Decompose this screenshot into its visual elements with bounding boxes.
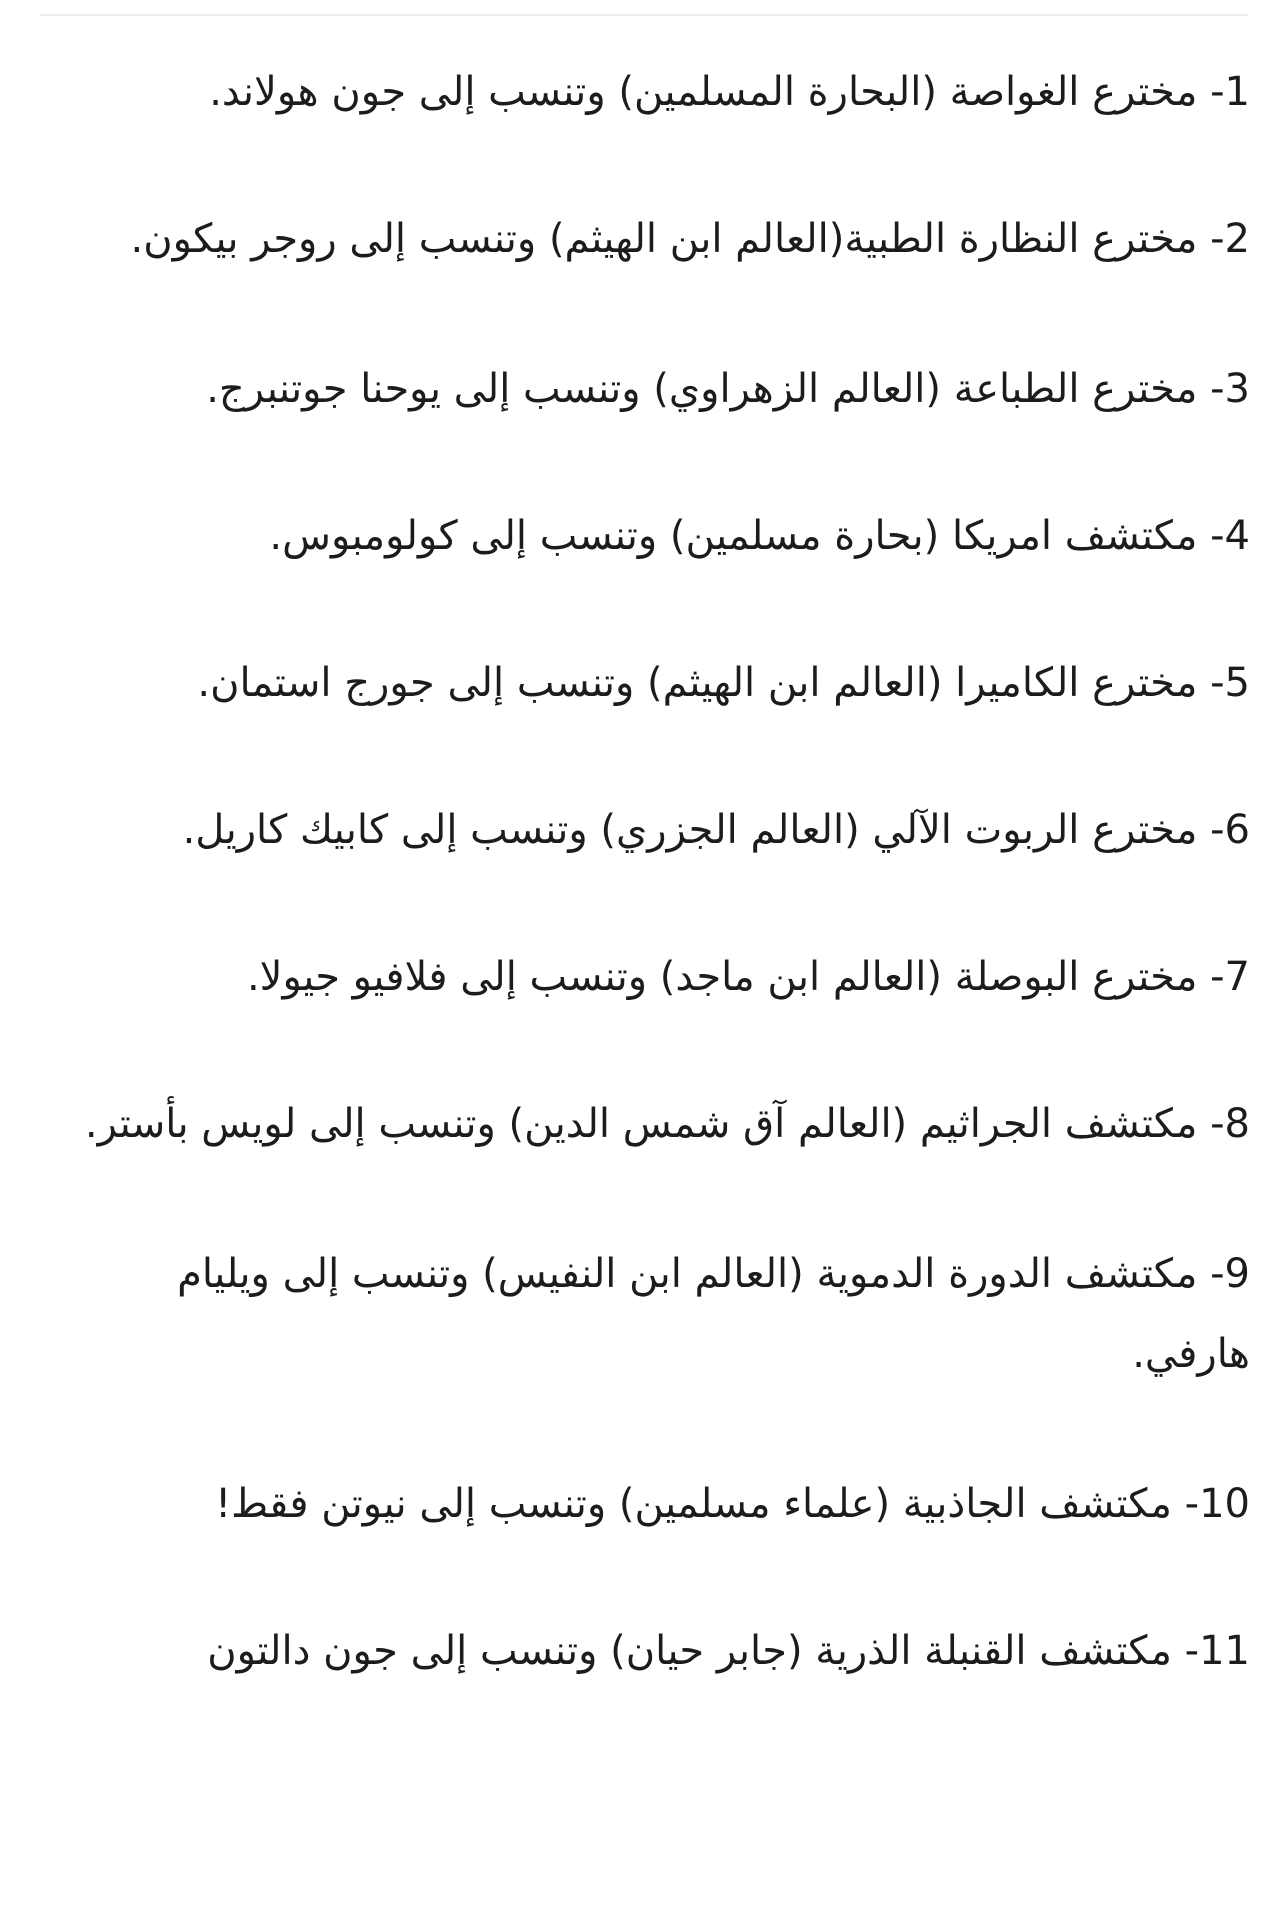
list-item-3: 3- مخترع الطباعة (العالم الزهراوي) وتنسب إلى يوحنا جوتنبرج. — [206, 366, 1250, 412]
list-item-11: 11- مكتشف القنبلة الذرية (جابر حيان) وتنسب إلى جون دالتون — [207, 1628, 1250, 1674]
top-divider — [40, 14, 1248, 16]
list-item-2: 2- مخترع النظارة الطبية(العالم ابن الهيثم) وتنسب إلى روجر بيكون. — [130, 216, 1250, 262]
list-item-4: 4- مكتشف امريكا (بحارة مسلمين) وتنسب إلى كولومبوس. — [269, 513, 1250, 559]
list-item-7: 7- مخترع البوصلة (العالم ابن ماجد) وتنسب إلى فلافيو جيولا. — [246, 954, 1250, 1000]
list-item-1: 1- مخترع الغواصة (البحارة المسلمين) وتنسب إلى جون هولاند. — [209, 69, 1250, 115]
list-item-10: 10- مكتشف الجاذبية (علماء مسلمين) وتنسب إلى نيوتن فقط! — [215, 1481, 1250, 1527]
list-item-9: 9- مكتشف الدورة الدموية (العالم ابن النفيس) وتنسب إلى ويليام هارفي. — [177, 1251, 1250, 1377]
list-item-8: 8- مكتشف الجراثيم (العالم آق شمس الدين) وتنسب إلى لويس بأستر. — [84, 1101, 1250, 1147]
list-item-5: 5- مخترع الكاميرا (العالم ابن الهيثم) وتنسب إلى جورج استمان. — [197, 660, 1250, 706]
inventions-list — [80, 52, 1250, 1758]
list-item-6: 6- مخترع الربوت الآلي (العالم الجزري) وتنسب إلى كابيك كاريل. — [182, 807, 1250, 853]
